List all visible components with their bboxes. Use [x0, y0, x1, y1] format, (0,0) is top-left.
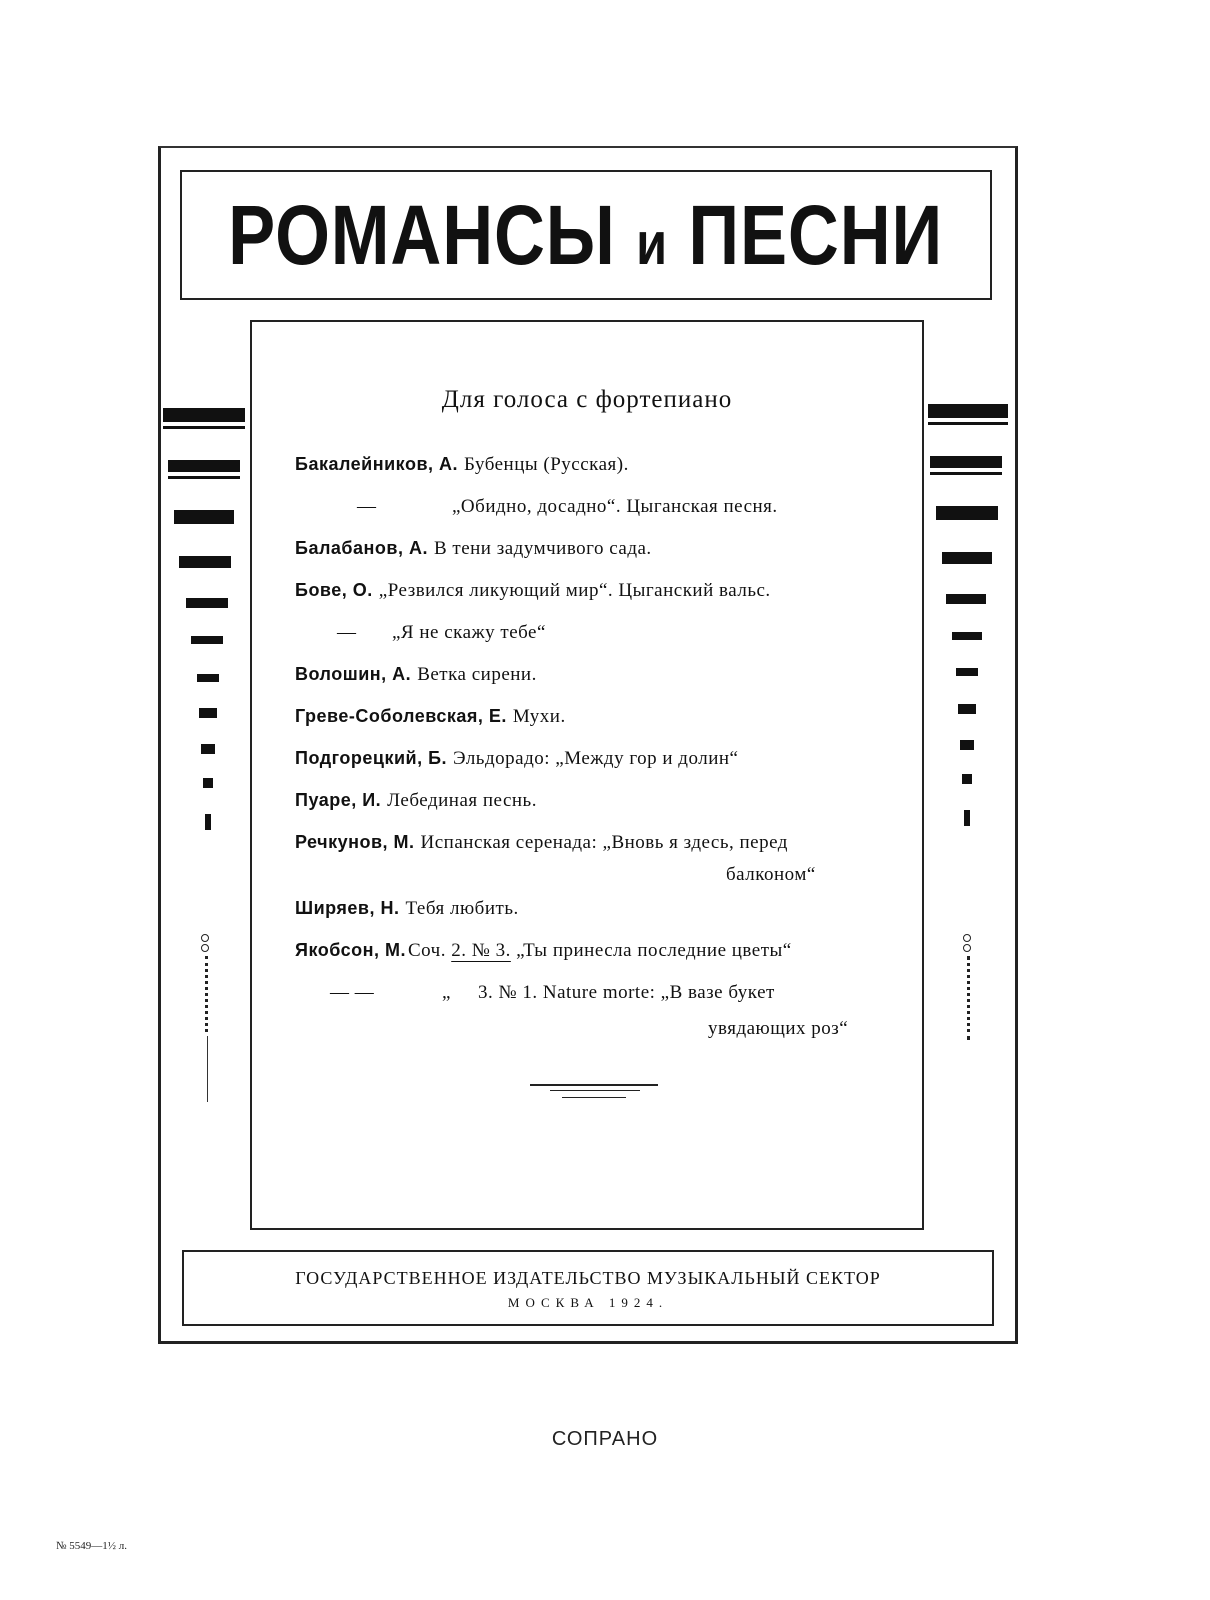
- list-item: Балабанов, А. В тени задумчивого сада.: [295, 538, 652, 559]
- city-year: МОСКВА 1924.: [507, 1295, 669, 1310]
- page-title: [228, 188, 944, 282]
- list-item: Волошин, А. Ветка сирени.: [295, 664, 537, 685]
- publisher-box: [182, 1250, 994, 1326]
- contents-list: [252, 322, 922, 1228]
- list-item: Пуаре, И. Лебединая песнь.: [295, 790, 537, 811]
- list-item-continuation: балконом“: [726, 864, 816, 885]
- catalog-number: № 5549—1½ л.: [56, 1540, 127, 1552]
- list-item: Подгорецкий, Б. Эльдорадо: „Между гор и долин“: [295, 748, 739, 769]
- subtitle: Для голоса с фортепиано: [441, 386, 733, 413]
- list-item: Речкунов, М. Испанская серенада: „Вновь я здесь, перед: [295, 832, 788, 853]
- list-item-continuation: увядающих роз“: [708, 1018, 849, 1039]
- decorative-rule: [530, 1084, 658, 1086]
- publisher: ГОСУДАРСТВЕННОЕ ИЗДАТЕЛЬСТВО МУЗЫКАЛЬНЫЙ СЕКТОР: [295, 1268, 881, 1288]
- list-item: Бакалейников, А. Бубенцы (Русская).: [295, 454, 629, 475]
- list-item: Бове, О. „Резвился ликующий мир“. Цыганский вальс.: [295, 580, 771, 601]
- list-item: Якобсон, М. Соч. 2. № 3. „Ты принесла последние цветы“: [295, 940, 792, 961]
- list-item: — — „ 3. № 1. Nature morte: „В вазе букет: [330, 982, 775, 1003]
- title-box: [180, 170, 992, 300]
- contents-box: [250, 320, 924, 1230]
- title-end: ПЕСНИ: [688, 188, 944, 282]
- list-item: — „Обидно, досадно“. Цыганская песня.: [357, 496, 778, 517]
- list-item: Греве-Соболевская, Е. Мухи.: [295, 706, 566, 727]
- voice-type: СОПРАНО: [551, 1428, 659, 1450]
- list-item: — „Я не скажу тебе“: [337, 622, 546, 643]
- decorative-rule: [550, 1090, 640, 1091]
- decorative-rule: [562, 1097, 626, 1098]
- list-item: Ширяев, Н. Тебя любить.: [295, 898, 519, 919]
- title-main: РОМАНСЫ: [228, 188, 617, 282]
- title-conjunction: и: [636, 210, 669, 277]
